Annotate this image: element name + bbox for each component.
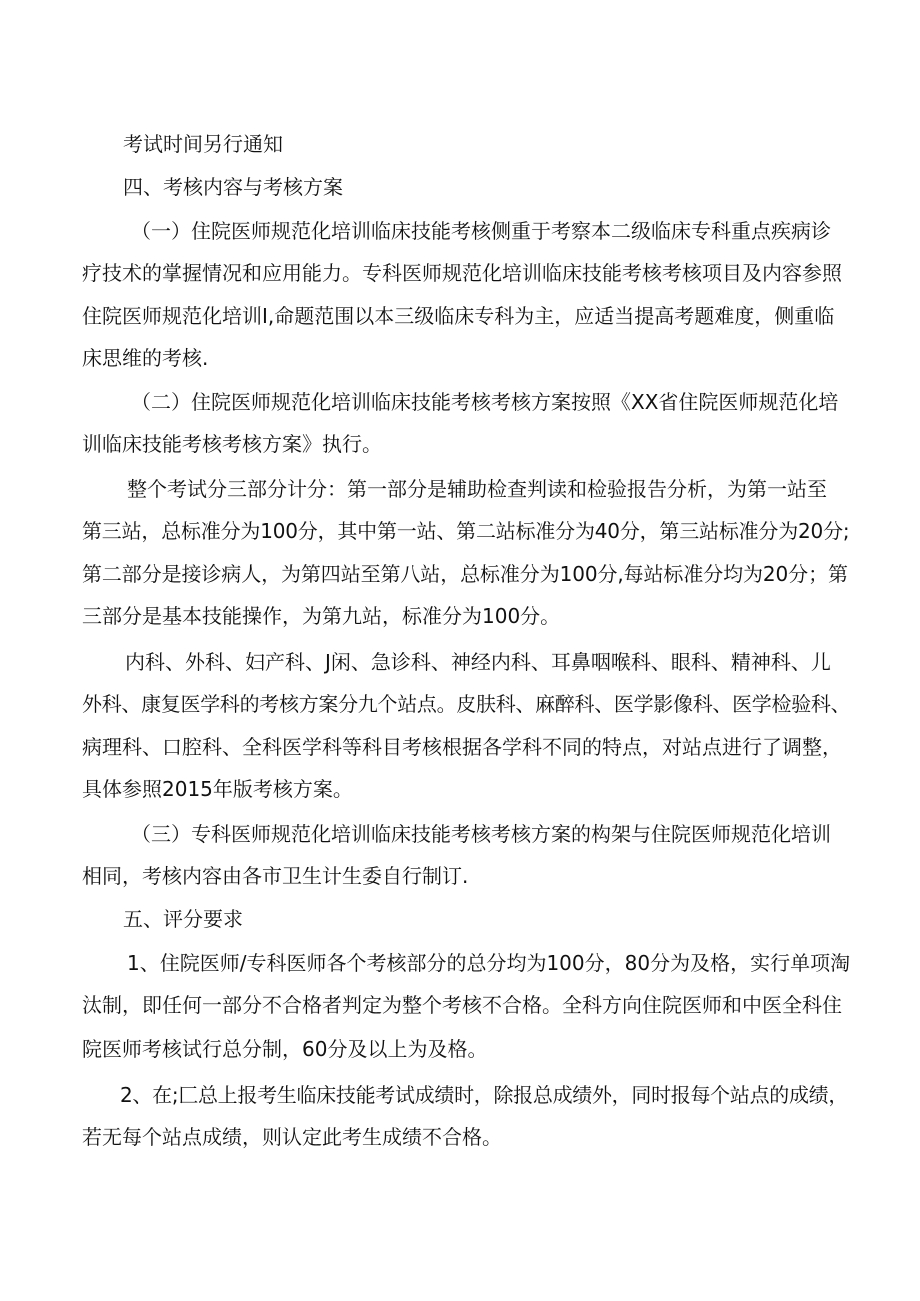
text-line: （三）专科医师规范化培训临床技能考核考核方案的构架与住院医师规范化培训 (131, 822, 831, 846)
text-line: 若无每个站点成绩，则认定此考生成绩不合格。 (82, 1125, 502, 1149)
text-line: （二）住院医师规范化培训临床技能考核考核方案按照《XX省住院医师规范化培 (131, 390, 839, 414)
text-line: 相同，考核内容由各市卫生计生委自行制订. (82, 864, 469, 888)
text-line: 1、住院医师/专科医师各个考核部分的总分均为100分，80分为及格，实行单项淘 (127, 951, 851, 975)
text-line: 内科、外科、妇产科、J闲、急诊科、神经内科、耳鼻咽喉科、眼科、精神科、儿 (125, 650, 831, 674)
text-line: 院医师考核试行总分制，60分及以上为及格。 (82, 1037, 488, 1061)
text-line: 床思维的考核. (82, 346, 209, 370)
text-line: 第三站，总标准分为100分，其中第一站、第二站标准分为40分，第三站标准分为20分; (82, 519, 850, 543)
section-heading: 四、考核内容与考核方案 (123, 175, 343, 199)
text-line: 训临床技能考核考核方案》执行。 (82, 432, 382, 456)
text-line: 具体参照2015年版考核方案。 (82, 777, 353, 801)
text-line: 疗技术的掌握情况和应用能力。专科医师规范化培训临床技能考核考核项目及内容参照 (82, 261, 842, 285)
text-line: 汰制，即任何一部分不合格者判定为整个考核不合格。全科方向住院医师和中医全科住 (82, 993, 842, 1017)
section-heading: 五、评分要求 (123, 907, 243, 931)
text-line: 整个考试分三部分计分：第一部分是辅助检查判读和检验报告分析，为第一站至 (127, 477, 827, 501)
text-line: 外科、康复医学科的考核方案分九个站点。皮肤科、麻醉科、医学影像科、医学检验科、 (82, 692, 851, 716)
text-line: 病理科、口腔科、全科医学科等科目考核根据各学科不同的特点，对站点进行了调整， (82, 735, 842, 759)
text-line: 考试时间另行通知 (123, 132, 283, 156)
text-line: 2、在;匚总上报考生临床技能考试成绩时，除报总成绩外，同时报每个站点的成绩， (120, 1083, 849, 1107)
text-line: （一）住院医师规范化培训临床技能考核侧重于考察本二级临床专科重点疾病诊 (131, 219, 831, 243)
text-line: 住院医师规范化培训I,命题范围以本三级临床专科为主，应适当提高考题难度，侧重临 (82, 304, 835, 328)
text-line: 三部分是基本技能操作，为第九站，标准分为100分。 (82, 604, 561, 628)
text-line: 第二部分是接诊病人，为第四站至第八站，总标准分为100分,每站标准分均为20分；第 (82, 562, 848, 586)
